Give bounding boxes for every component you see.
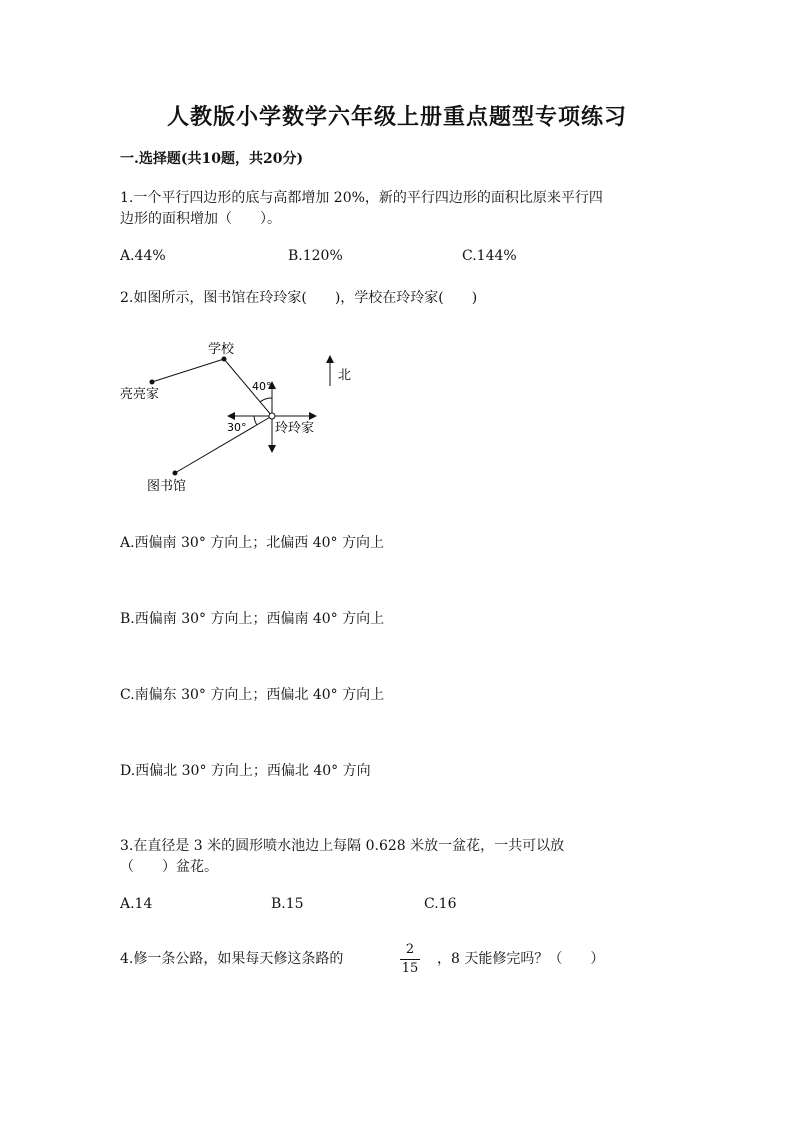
question-1-line-2: 边形的面积增加（ ）。 — [120, 211, 281, 227]
library-point — [173, 471, 178, 476]
label-library: 图书馆 — [147, 479, 187, 494]
question-3-option-a: A.14 — [120, 896, 153, 912]
fraction-bar — [400, 959, 420, 960]
angle-arc-30 — [254, 416, 257, 425]
question-2-option-b: B.西偏南 30° 方向上；西偏南 40° 方向上 — [120, 611, 385, 627]
label-school: 学校 — [208, 342, 235, 357]
angle-arc-40 — [260, 398, 272, 402]
label-north: 北 — [338, 368, 352, 383]
question-3-option-c: C.16 — [424, 896, 457, 912]
question-3-option-b: B.15 — [271, 896, 304, 912]
liangliang-point — [150, 380, 155, 385]
label-lingling: 玲玲家 — [275, 421, 315, 436]
label-angle-40: 40° — [252, 380, 272, 393]
question-4-text-after: ，8 天能修完吗？（ ） — [437, 951, 605, 967]
section-heading: 一.选择题(共10题，共20分) — [120, 151, 304, 167]
question-2-text: 2.如图所示，图书馆在玲玲家( )，学校在玲玲家( ) — [120, 290, 478, 306]
question-1-line-1: 1.一个平行四边形的底与高都增加 20%，新的平行四边形的面积比原来平行四 — [120, 190, 603, 206]
question-3-line-2: （ ）盆花。 — [120, 859, 218, 875]
page-title: 人教版小学数学六年级上册重点题型专项练习 — [166, 104, 627, 130]
line-school-to-liangliang — [152, 359, 224, 382]
question-4-text-before: 4.修一条公路，如果每天修这条路的 — [120, 951, 344, 967]
question-2-option-c: C.南偏东 30° 方向上；西偏北 40° 方向上 — [120, 687, 385, 703]
question-4-fraction — [400, 942, 420, 977]
question-3-line-1: 3.在直径是 3 米的圆形喷水池边上每隔 0.628 米放一盆花，一共可以放 — [120, 838, 565, 854]
lingling-point — [269, 413, 275, 419]
question-2-option-a: A.西偏南 30° 方向上；北偏西 40° 方向上 — [120, 535, 384, 551]
label-angle-30: 30° — [227, 421, 247, 434]
question-1-option-b: B.120% — [288, 248, 343, 264]
fraction-numerator: 2 — [405, 942, 415, 957]
line-to-library — [175, 416, 272, 473]
fraction-denominator: 15 — [401, 961, 419, 976]
question-2-option-d: D.西偏北 30° 方向上；西偏北 40° 方向 — [120, 763, 371, 779]
question-1-option-c: C.144% — [462, 248, 517, 264]
question-1-option-a: A.44% — [120, 248, 166, 264]
school-point — [222, 357, 227, 362]
label-liangliang: 亮亮家 — [120, 387, 160, 402]
